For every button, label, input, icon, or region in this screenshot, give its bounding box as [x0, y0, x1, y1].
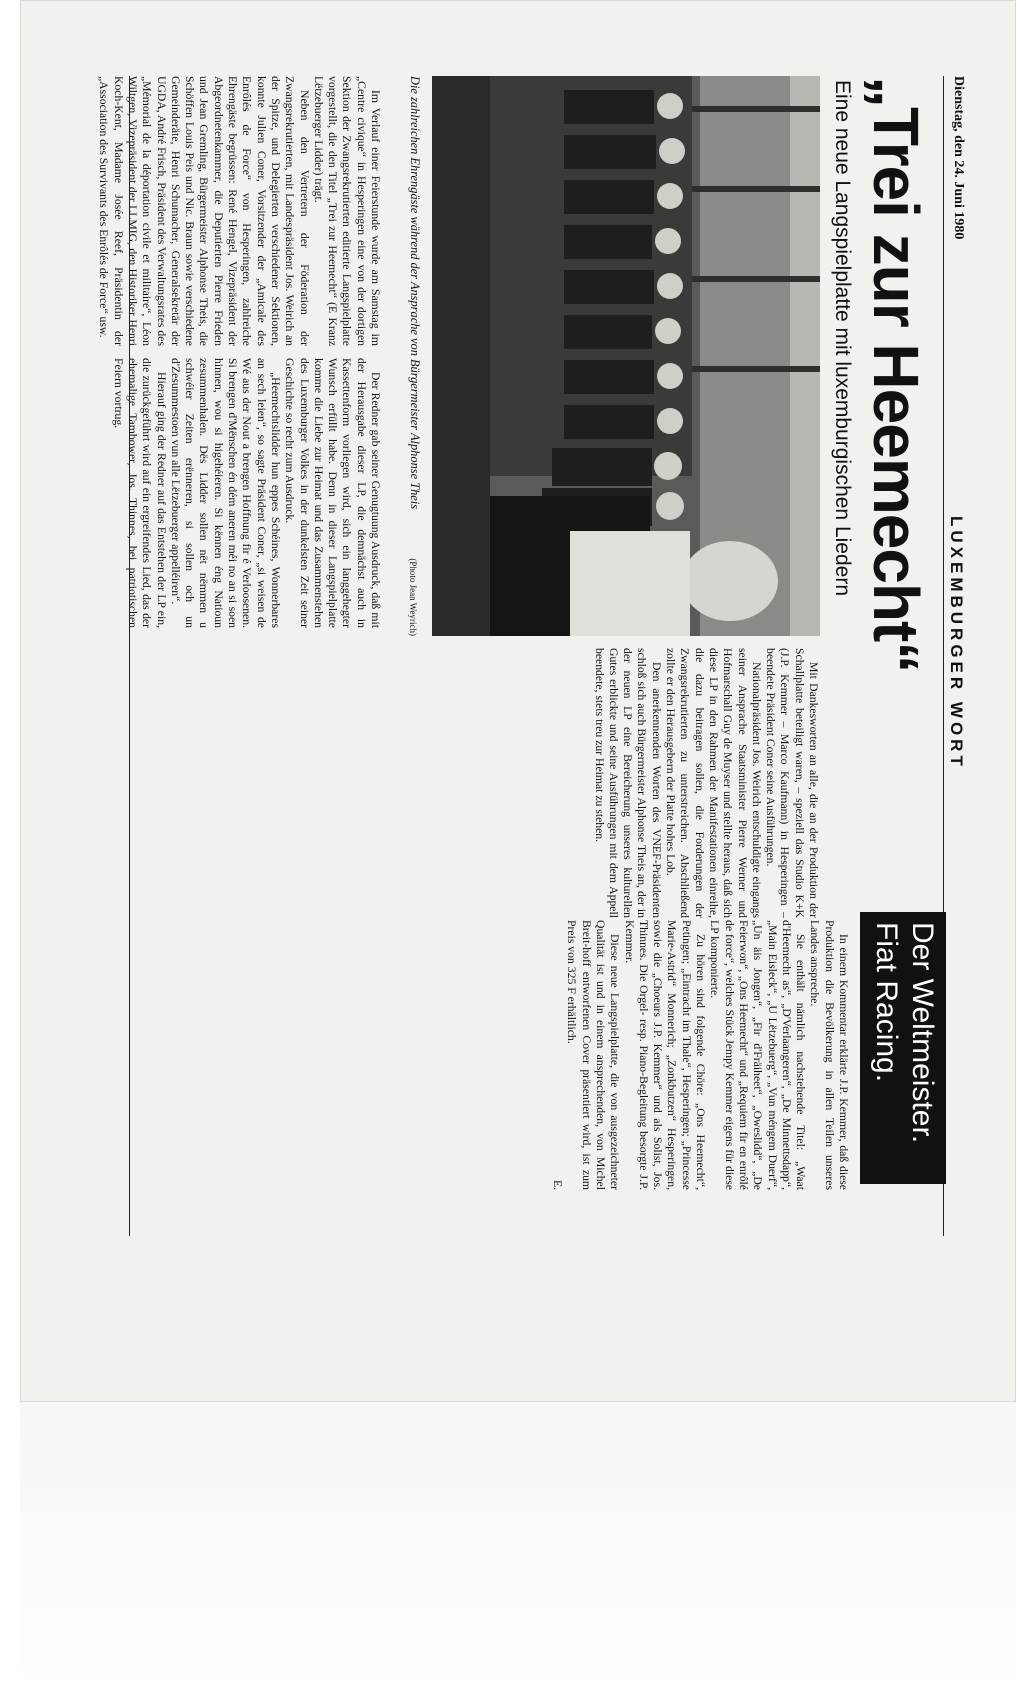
- scan-background: [20, 1402, 1016, 1686]
- article-paragraph: Nationalpräsident Jos. Weirich entschuldigte eingangs seiner Ansprache Staatsminister Pierre Werner und Hofmarschall Guy de Muyser und stellte heraus, daß sich diese LP in den Rahmen der Manifestationen einreihe, die dazu beitragen sollen, die Forderungen der Zwangsrekrutierten zu unterstreichen. Abschließend zollte er den Herausgebern der Platte hohes Lob.: [664, 648, 763, 918]
- article-column-4: [550, 920, 850, 1190]
- article-paragraph: Zu hören sind folgende Chöre: „Ons Heemecht“, Petingen; „Eintracht im Thale“, Hesperingen; „Princesse Marie-Astrid“ Monnerich; „Zonkbutzen“ Hesperingen, sowie die „Choeurs J.P. Kemmer“ und als Solist, Jos. Thinnes. Die Orgel- resp. Piano-Begleitung besorgte J.P. Kemmer.: [622, 920, 708, 1190]
- article-paragraph: Diese neue Langspielplatte, die von ausgezeichneter Qualität ist und in einem ansprechenden, von Michel Breit-hoff entworfenen Cover präsentiert wird, ist zum Preis von 325 F erhältlich.: [565, 920, 622, 1190]
- article-column-3: [591, 648, 820, 918]
- article-headline: „Trei zur Heemecht“: [860, 76, 932, 673]
- article-paragraph: In einem Kommentar erklärte J.P. Kemmer, daß diese Produktion die Bevölkerung in allen Teilen unseres Landes anspreche.: [808, 920, 850, 1190]
- rotated-newspaper-page: [97, 76, 966, 1236]
- article-paragraph: Der Redner gab seiner Genugtuung Ausdruck, daß mit der Herausgabe dieser LP, die demnächst auch in Kassettenform vorliegen wird, sich ein langgehegter Wunsch erfüllt habe. Denn in dieser Langspielplatte komme die Liebe zur Heimat und das Zusammenstehen des Luxemburger Volkes in der dunkelsten Zeit seiner Geschichte so recht zum Ausdruck.: [283, 358, 382, 628]
- photo-caption-text: Die zahlreichen Ehrengäste während der Ansprache von Bürgermeister Alphonse Theis: [408, 76, 422, 510]
- article-paragraph: Neben den Vertretern der Föderation der Zwangsrekrutierten, mit Landespräsident Jos. Weirich an der Spitze, und Delegierten verschiedener Sektionen, konnte Julien Coner, Vorsitzender der „Amicale des Enrôlés de Force“ von Hesperingen, zahlreiche Ehrengäste begrüssen: René Hengel, Vizepräsident der Abgeordnetenkammer, die Deputierten Pierre Frieden und Jean Gremling, Bürgermeister Alphonse Theis, die Schöffen Louis Peis und Nic. Braun sowie verschiedene Gemeinderäte, Henri Schumacher, Generalsekretär der UGDA, André Frisch, Präsident des Verwaltungsrates des „Mémorial de la déportation civile et militaire“, Léon Wiltgen, Vizepräsident der LLMIG, den Historiker Henri Koch-Kent, Madame Josée Reef, Präsidentin der „Association des Survivants des Enrôlés de Force“ usw.: [97, 76, 311, 346]
- ad-line-1: Der Weltmeister.: [906, 922, 939, 1144]
- fiat-advertisement: [860, 912, 946, 1184]
- article-column-2: [110, 358, 382, 628]
- article-subheadline: Eine neue Langspielplatte mit luxemburgischen Liedern: [831, 80, 854, 596]
- article-column-1: [96, 76, 382, 346]
- article-paragraph: „Heemechtslidder hun eppes Schéines, Wonnerbares an sech leien“, so sagte Präsident Coner, „si weisen de Wé aus der Nout a brengen Hoffnung fir é Verloosenen. Si brengen d'Mënschen én dém aneren méi no an si soen hinnen, wou si higehéieren. Si kënnen éng Natioun zesummenhalen. Dës Lidder sollen nët nëmmen u schwéier Zeiten erënneren, si sollen och un d'Zesummestoen vun alle Lëtzebuerger appelléiren“.: [168, 358, 282, 628]
- article-paragraph: Sie enthält nämlich nachstehende Titel: „Waat d'Heemecht as“, „D'Verlaangeren“, „De Minnettsdapp“, „Main Eisleck“, „U Lëtzebuerg“, „Vun méngem Duerf“, „Un äis Jongen“, „Fir d'Fräiheet“, „Oweslidd“, „De Feierwon“, „Ons Heemecht“ und „Requiem fir en enrôlé de force“, welches Stück Jempy Kemmer eigens für diese LP komponierte.: [708, 920, 808, 1190]
- photo-guests-image: [432, 76, 820, 636]
- photo-credit: (Photo Jean Weyrich): [408, 558, 418, 636]
- article-paragraph: Hierauf ging der Redner auf das Entstehen der LP ein, die zurückgeführt wird auf ein ergreifendes Lied, das der ehemalige Tambower, Jos. Thinnes, bei patriotischen Feiern vortrug.: [111, 358, 168, 628]
- ad-line-2: Fiat Racing.: [870, 922, 903, 1083]
- article-photo: [432, 76, 820, 636]
- article-paragraph: Den anerkennenden Worten des VNEF-Präsidenten schloß sich auch Bürgermeister Alphonse Theis an, der in der neuen LP eine Bereicherung unseres kulturellen Gutes erblickte und seine Ausführungen mit dem Appell beendete, stets treu zur Heimat zu stehen.: [592, 648, 663, 918]
- article-paragraph: Mit Dankesworten an alle, die an der Produktion der Schallplatte beteiligt waren, – speziell das Studio K+K (J.P. Kemmer – Marco Kaufmann) in Hesperingen – beendete Präsident Coner seine Ausführungen.: [764, 648, 820, 918]
- newspaper-masthead: LUXEMBURGER WORT: [947, 516, 966, 770]
- article-signature: E.: [551, 1179, 565, 1190]
- photo-caption: [405, 76, 422, 636]
- article-paragraph: Im Verlauf einer Feierstunde wurde am Samstag im „Centre civique“ in Hesperingen eine von der dortigen Sektion der Zwangsrekrutierten editierte Langspielplatte vorgestellt, die den Titel „Trei zur Heemecht“ (E Kranz Lëtzebuerger Lidder) trägt.: [311, 76, 382, 346]
- issue-date: Dienstag, den 24. Juni 1980: [951, 76, 966, 240]
- bottom-rule: [129, 76, 130, 1236]
